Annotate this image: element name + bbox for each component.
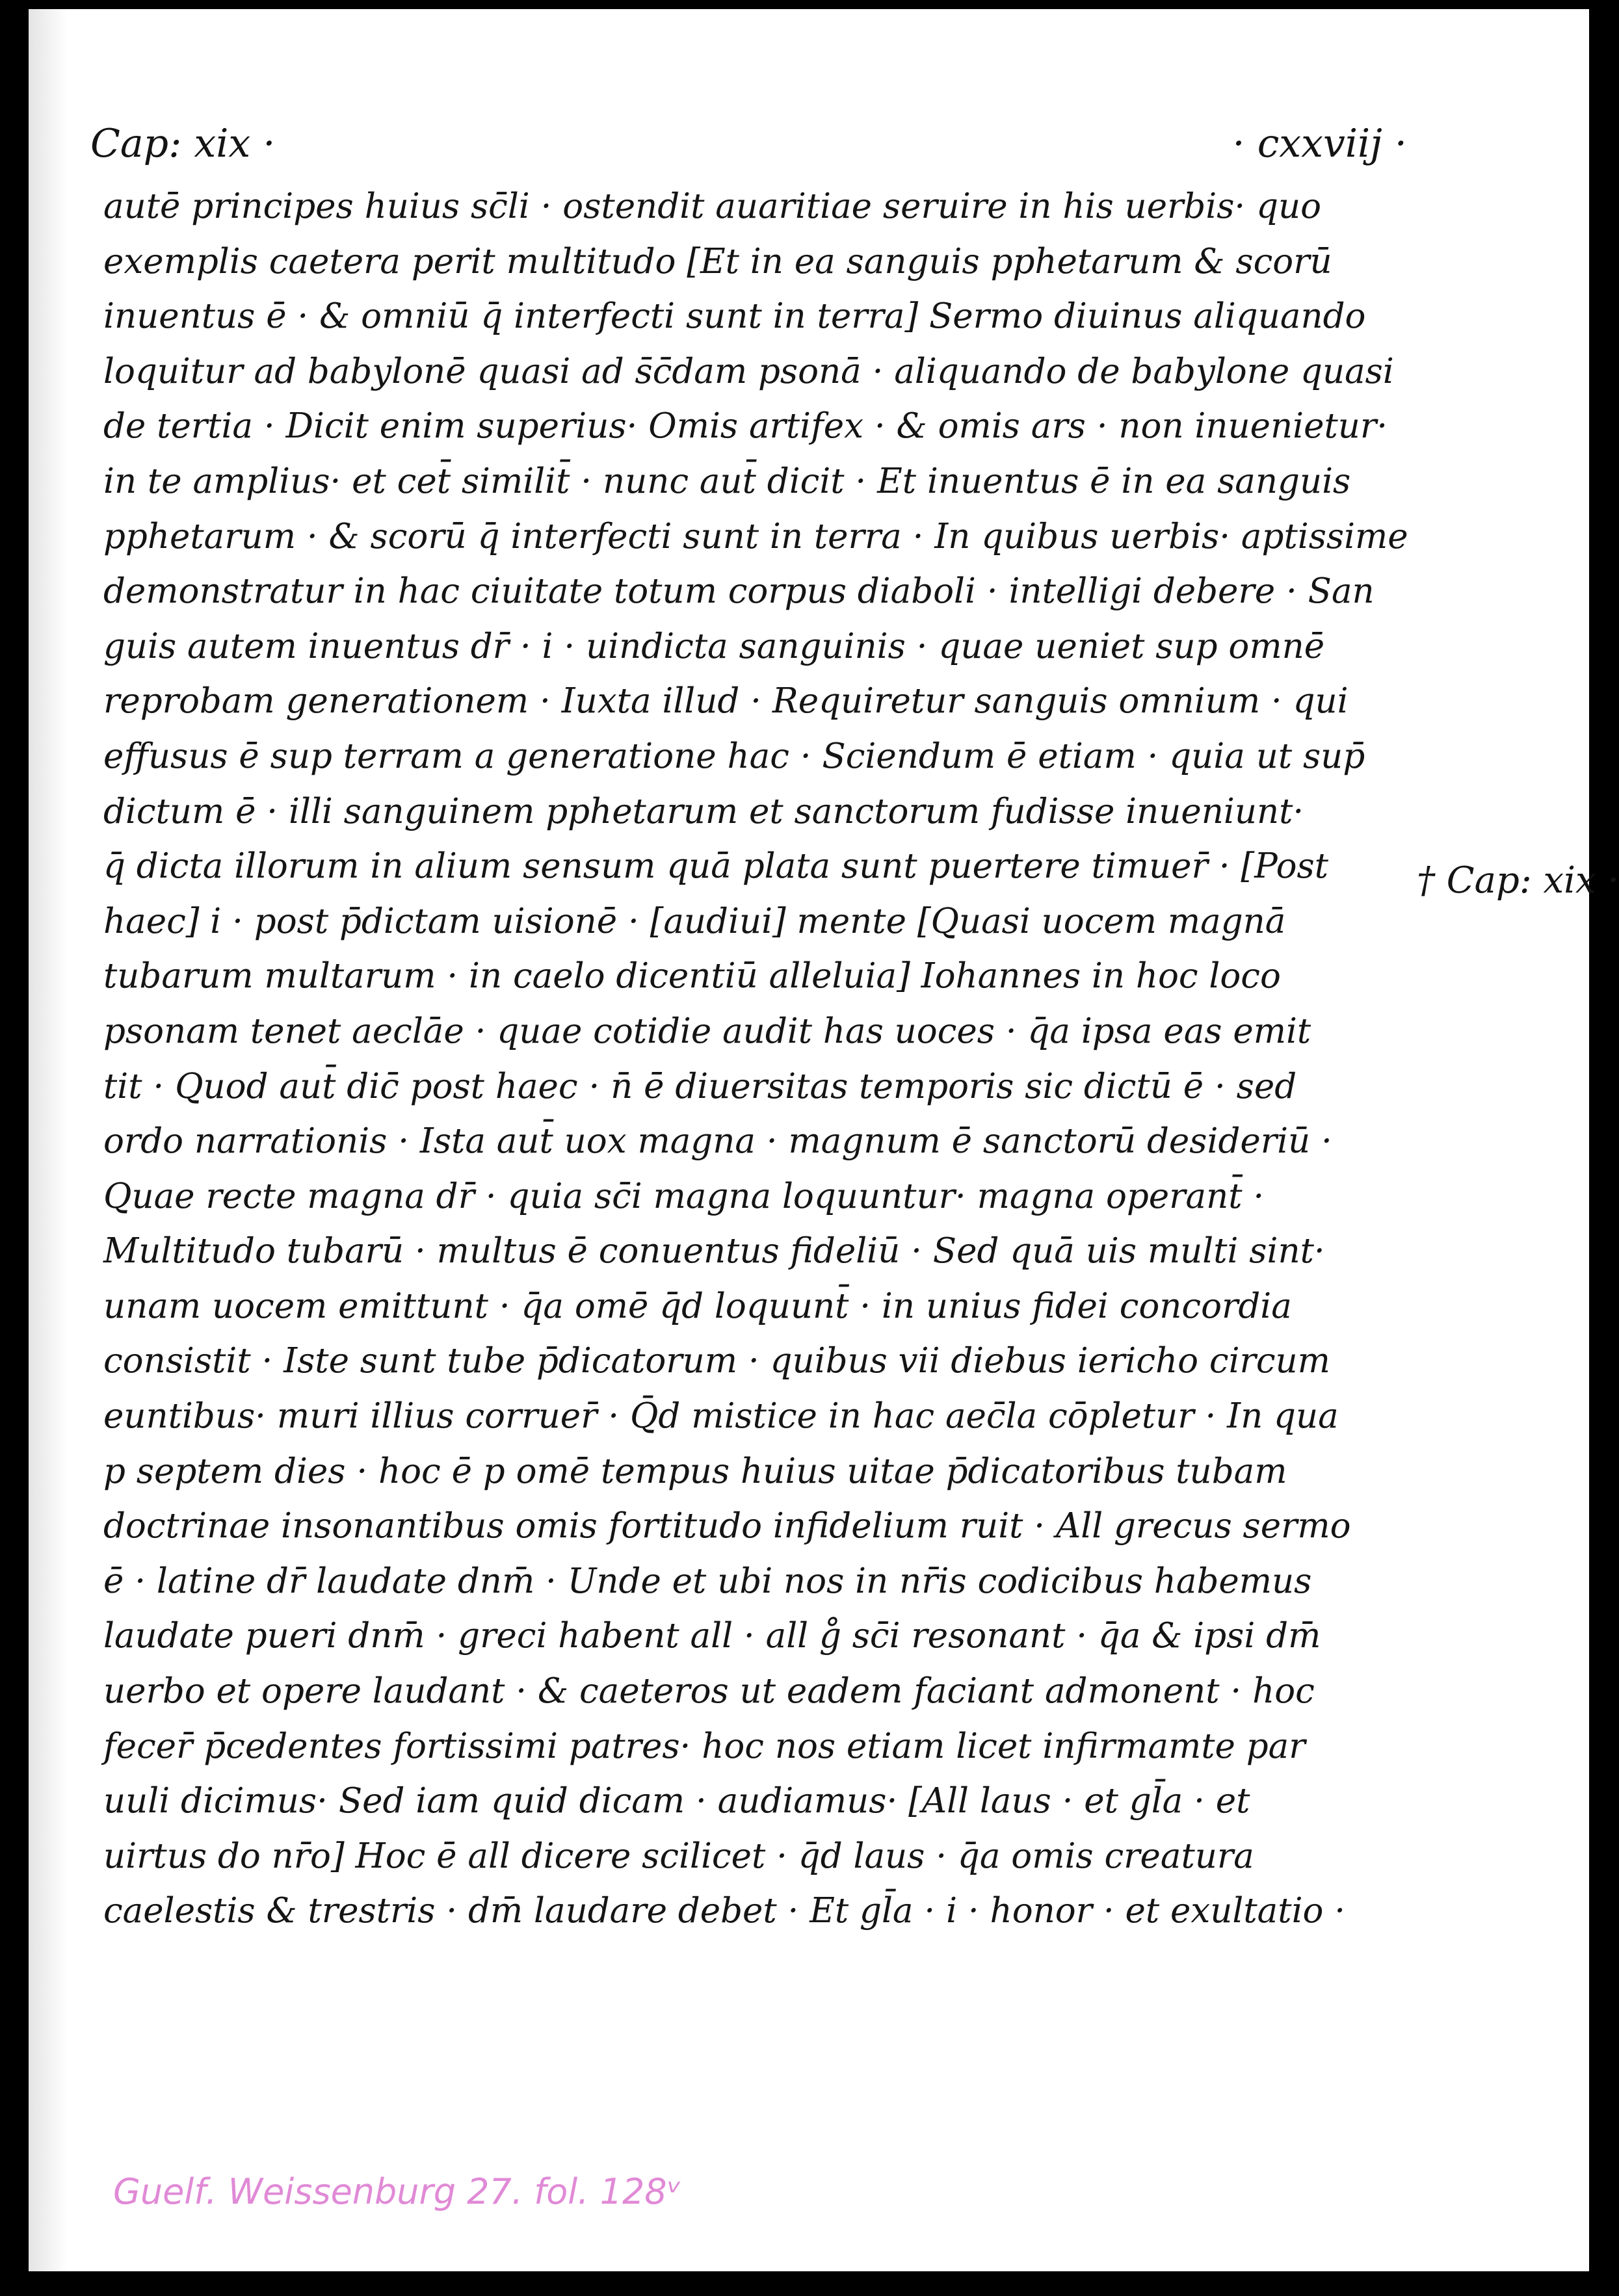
text-line: reprobam generationem · Iuxta illud · Requiretur sanguis omnium · qui	[103, 681, 1349, 722]
text-line: tit · Quod aut̄ dic̄ post haec · n̄ ē diuersitas temporis sic dictū ē · sed	[103, 1066, 1297, 1106]
text-line: ordo narrationis · Ista aut̄ uox magna · magnum ē sanctorū desideriū ·	[103, 1121, 1332, 1162]
text-line: consistit · Iste sunt tube p̄dicatorum · quibus vii diebus iericho circum	[103, 1341, 1330, 1381]
text-line: uirtus do nr̄o] Hoc ē all dicere scilicet · q̄d laus · q̄a omis creatura	[103, 1836, 1254, 1876]
text-line: demonstratur in hac ciuitate totum corpus diaboli · intelligi debere · San	[103, 571, 1375, 612]
page-edge-shadow	[29, 9, 68, 2271]
text-line: laudate pueri dnm̄ · greci habent all · all g̊ sc̄i resonant · q̄a & ipsi dm̄	[103, 1616, 1321, 1656]
text-line: haec] i · post p̄dictam uisionē · [audiui] mente [Quasi uocem magnā	[103, 901, 1286, 941]
text-line: inuentus ē · & omniū q̄ interfecti sunt in terra] Sermo diuinus aliquando	[103, 296, 1366, 337]
text-line: p septem dies · hoc ē p omē tempus huius uitae p̄dicatoribus tubam	[103, 1451, 1287, 1491]
text-line: dictum ē · illi sanguinem pphetarum et sanctorum fudisse inueniunt·	[103, 791, 1304, 831]
manuscript-page	[29, 9, 1619, 2271]
text-line: psonam tenet aeclāe · quae cotidie audit has uoces · q̄a ipsa eas emit	[103, 1011, 1311, 1051]
text-line: tubarum multarum · in caelo dicentiū alleluia] Iohannes in hoc loco	[103, 956, 1281, 997]
text-line: exemplis caetera perit multitudo [Et in ea sanguis pphetarum & scorū	[103, 241, 1332, 281]
text-line: Quae recte magna dr̄ · quia sc̄i magna loquuntur· magna operant̄ ·	[103, 1176, 1265, 1216]
text-line: autē principes huius sc̄li · ostendit auaritiae seruire in his uerbis· quo	[103, 187, 1322, 226]
text-line: effusus ē sup terram a generatione hac · Sciendum ē etiam · quia ut sup̄	[103, 736, 1365, 776]
margin-note: † Cap: xix ·	[1417, 859, 1619, 902]
text-block	[103, 179, 1417, 1939]
text-line: doctrinae insonantibus omis fortitudo infidelium ruit · All grecus sermo	[103, 1506, 1351, 1546]
text-line: loquitur ad babylonē quasi ad s̄c̄dam psonā · aliquando de babylone quasi	[103, 351, 1394, 391]
text-line: in te amplius· et cet̄ similit̄ · nunc aut̄ dicit · Et inuentus ē in ea sanguis	[103, 461, 1351, 501]
text-line: uuli dicimus· Sed iam quid dicam · audiamus· [All laus · et gl̄a · et	[103, 1781, 1250, 1821]
shelfmark-note: Guelf. Weissenburg 27. fol. 128ᵛ	[113, 2171, 682, 2212]
chapter-heading: Cap: xix ·	[90, 121, 276, 166]
text-line: caelestis & trestris · dm̄ laudare debet · Et gl̄a · i · honor · et exultatio ·	[103, 1891, 1346, 1931]
text-line: euntibus· muri illius corruer̄ · Q̄d mistice in hac aec̄la cōpletur · In qua	[103, 1396, 1339, 1437]
text-line: unam uocem emittunt · q̄a omē q̄d loquunt̄ · in unius fidei concordia	[103, 1286, 1292, 1326]
text-line: Multitudo tubarū · multus ē conuentus fideliū · Sed quā uis multi sint·	[103, 1231, 1325, 1272]
text-line: ē · latine dr̄ laudate dnm̄ · Unde et ubi nos in nr̄is codicibus habemus	[103, 1561, 1312, 1601]
text-line: guis autem inuentus dr̄ · i · uindicta sanguinis · quae ueniet sup omnē	[103, 626, 1325, 666]
text-line: pphetarum · & scorū q̄ interfecti sunt in terra · In quibus uerbis· aptissime	[103, 516, 1408, 556]
folio-number: · cxxviij ·	[1232, 121, 1407, 166]
text-line: uerbo et opere laudant · & caeteros ut eadem faciant admonent · hoc	[103, 1671, 1315, 1712]
text-line: de tertia · Dicit enim superius· Omis artifex · & omis ars · non inuenietur·	[103, 406, 1388, 447]
text-line: fecer̄ p̄cedentes fortissimi patres· hoc nos etiam licet infirmamte par	[103, 1726, 1306, 1766]
text-line: q̄ dicta illorum in alium sensum quā plata sunt puertere timuer̄ · [Post	[103, 846, 1329, 887]
